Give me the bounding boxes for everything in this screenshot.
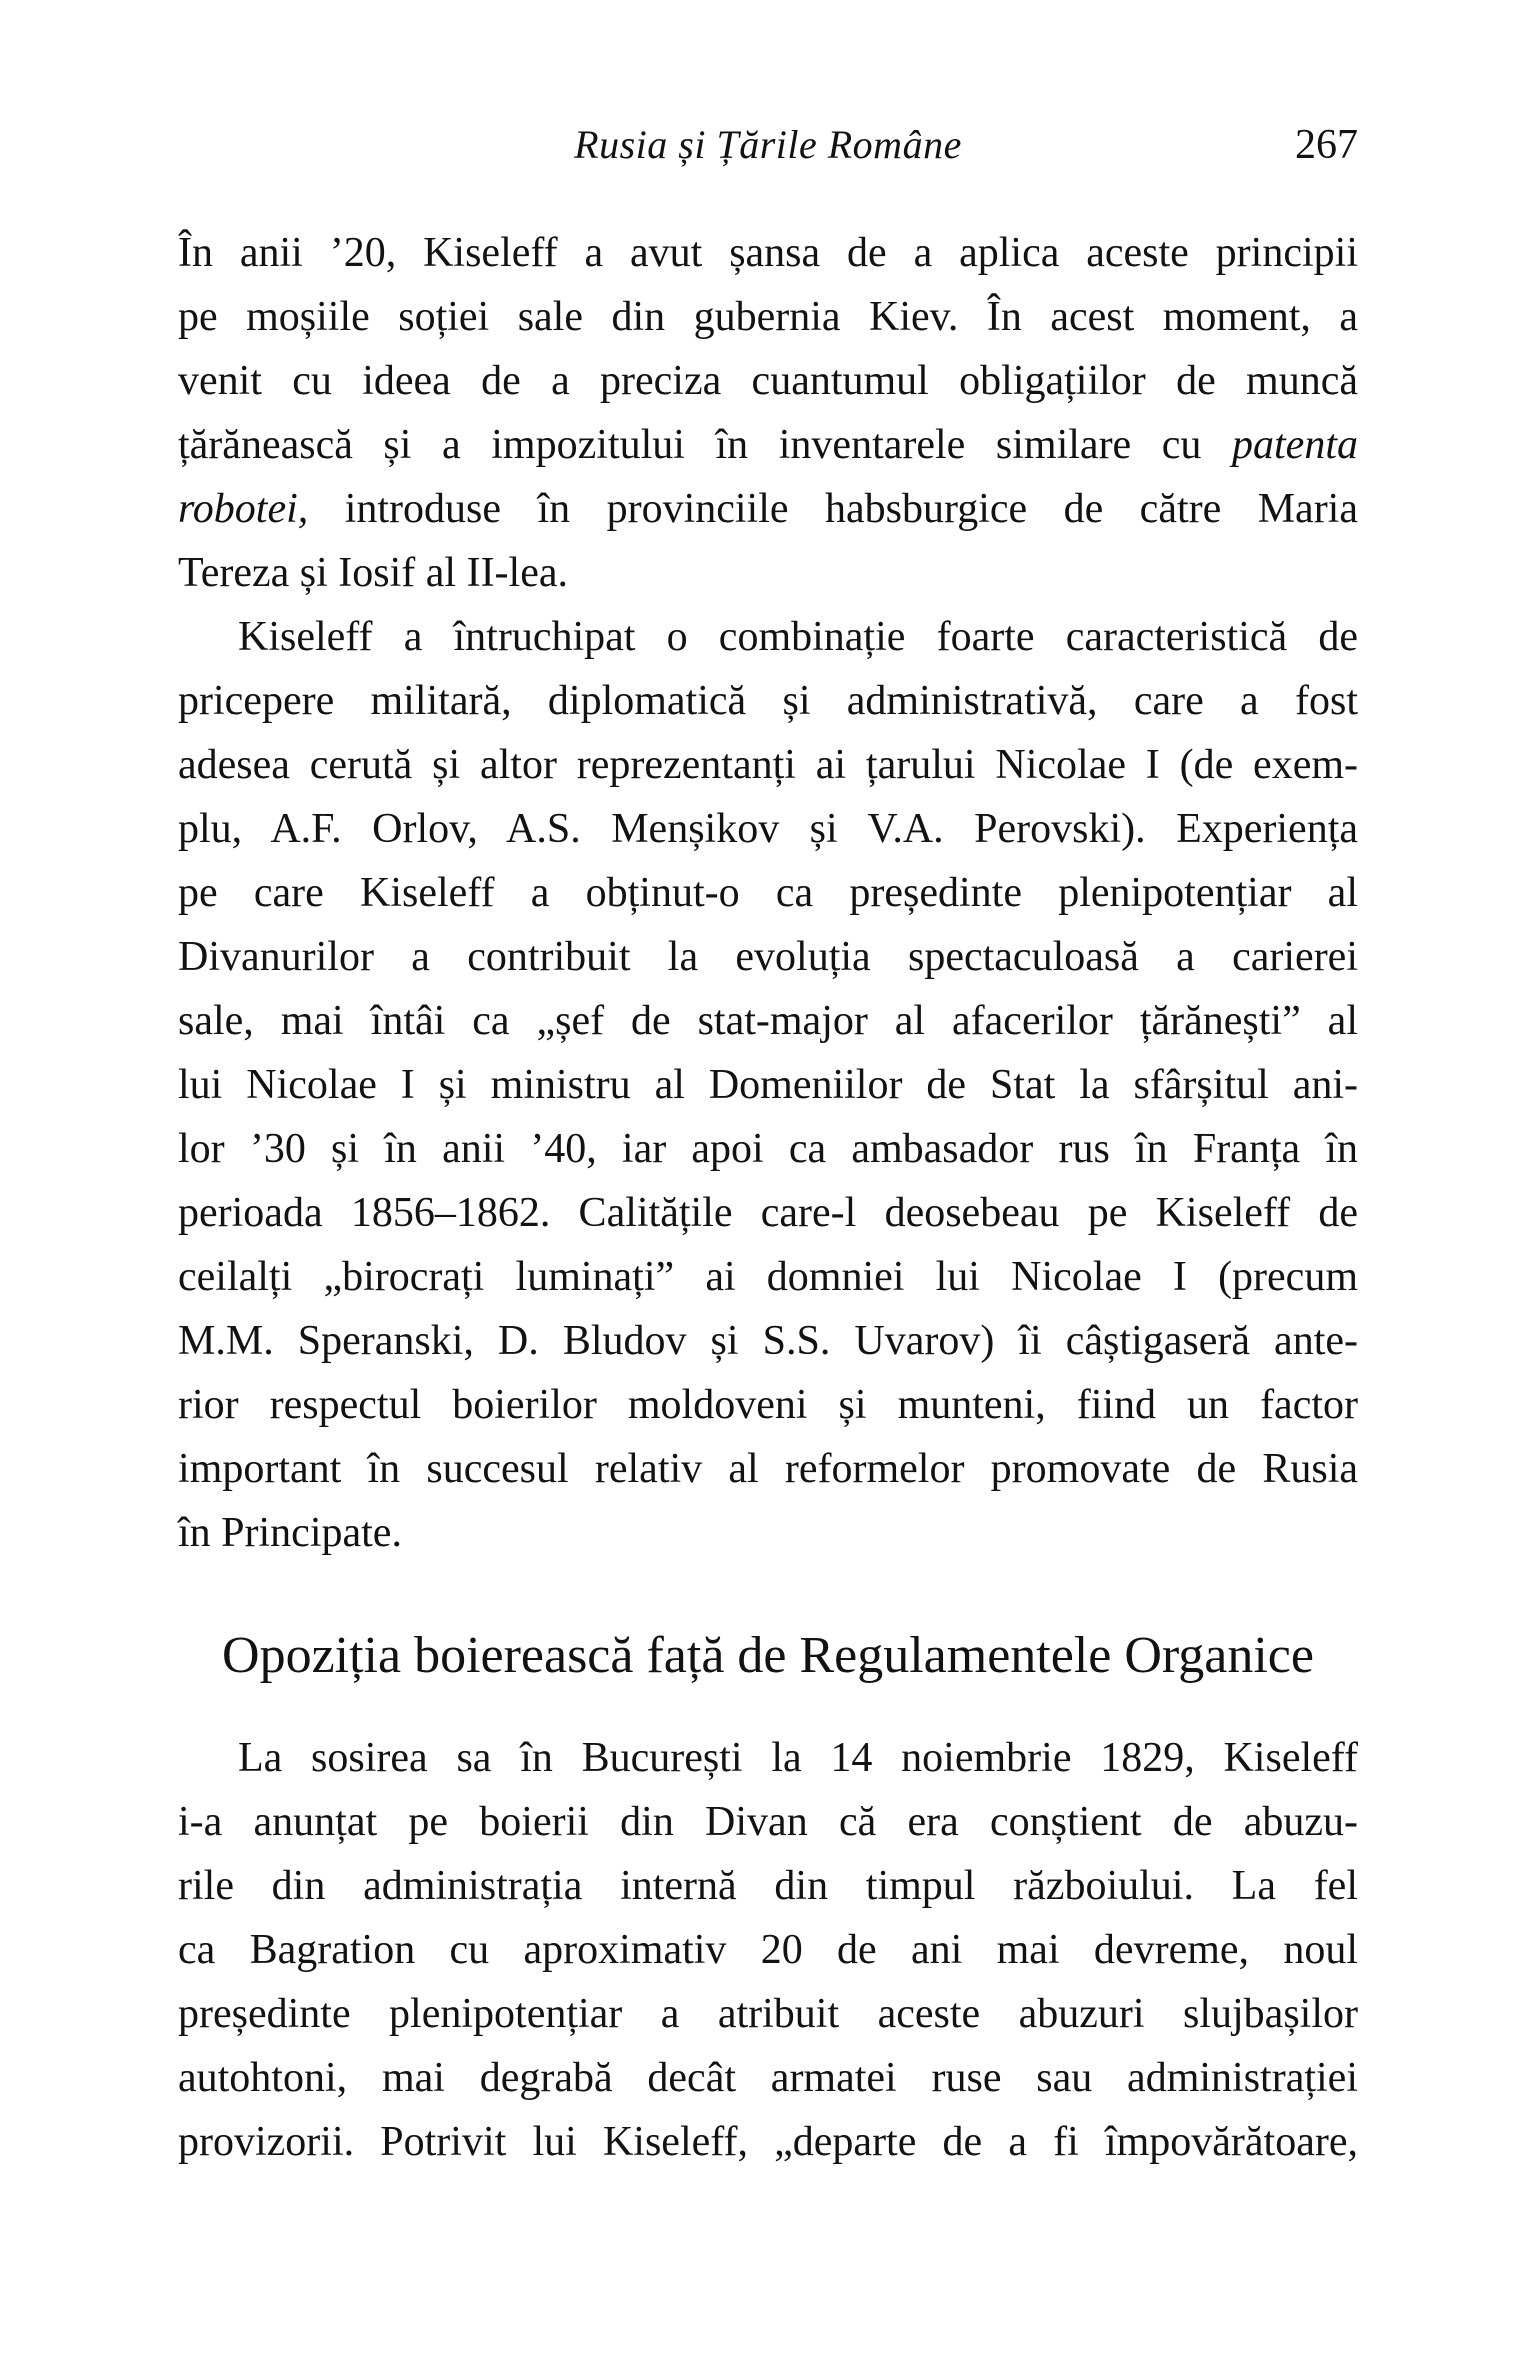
- text-segment: introduse în provinciile habsburgice de către Maria: [308, 486, 1358, 532]
- italic-term: patenta: [1232, 422, 1358, 468]
- page-number: 267: [1295, 122, 1358, 168]
- body-text: [178, 221, 1358, 2174]
- text-line: pricepere militară, diplomatică și administrativă, care a fost: [178, 678, 1358, 724]
- text-line: ca Bagration cu aproximativ 20 de ani mai devreme, noul: [178, 1927, 1358, 1973]
- text-line: M.M. Speranski, D. Bludov și S.S. Uvarov) îi câștigaseră ante-: [178, 1318, 1358, 1364]
- text-line: sale, mai întâi ca „șef de stat-major al afacerilor țărănești” al: [178, 998, 1358, 1044]
- italic-term: robotei,: [178, 486, 309, 532]
- text-line: pe moșiile soției sale din gubernia Kiev. În acest moment, a: [178, 294, 1358, 340]
- text-line: [178, 413, 1358, 477]
- text-line: ceilalți „birocrați luminați” ai domniei lui Nicolae I (precum: [178, 1254, 1358, 1300]
- text-line: Divanurilor a contribuit la evoluția spectaculoasă a carierei: [178, 934, 1358, 980]
- text-line: La sosirea sa în București la 14 noiembrie 1829, Kiseleff: [238, 1735, 1358, 1781]
- text-line: adesea cerută și altor reprezentanți ai țarului Nicolae I (de exem-: [178, 742, 1358, 788]
- text-line: pe care Kiseleff a obținut-o ca președinte plenipotențiar al: [178, 870, 1358, 916]
- text-line: În anii ’20, Kiseleff a avut șansa de a aplica aceste principii: [178, 230, 1358, 276]
- text-line: președinte plenipotențiar a atribuit aceste abuzuri slujbașilor: [178, 1991, 1358, 2037]
- text-line: [178, 477, 1358, 541]
- text-line: lor ’30 și în anii ’40, iar apoi ca ambasador rus în Franța în: [178, 1126, 1358, 1172]
- text-line: rile din administrația internă din timpul războiului. La fel: [178, 1863, 1358, 1909]
- section-heading: Opoziția boierească față de Regulamentele Organice: [222, 1627, 1314, 1684]
- running-head: [178, 123, 1358, 167]
- running-header-title: Rusia și Țările Române: [574, 122, 962, 167]
- text-line: plu, A.F. Orlov, A.S. Menșikov și V.A. Perovski). Experiența: [178, 806, 1358, 852]
- text-line: i-a anunțat pe boierii din Divan că era conștient de abuzu-: [178, 1799, 1358, 1845]
- text-line: perioada 1856–1862. Calitățile care-l deosebeau pe Kiseleff de: [178, 1190, 1358, 1236]
- text-line: în Principate.: [178, 1510, 402, 1556]
- text-line: important în succesul relativ al reformelor promovate de Rusia: [178, 1446, 1358, 1492]
- text-line: venit cu ideea de a preciza cuantumul obligațiilor de muncă: [178, 358, 1358, 404]
- text-line: Tereza și Iosif al II-lea.: [178, 550, 568, 596]
- text-line: autohtoni, mai degrabă decât armatei ruse sau administrației: [178, 2055, 1358, 2101]
- text-segment: țărănească și a impozitului în inventarele similare cu: [178, 422, 1233, 468]
- text-line: provizorii. Potrivit lui Kiseleff, „departe de a fi împovărătoare,: [178, 2119, 1358, 2165]
- text-line: rior respectul boierilor moldoveni și munteni, fiind un factor: [178, 1382, 1358, 1428]
- text-line: lui Nicolae I și ministru al Domeniilor de Stat la sfârșitul ani-: [178, 1062, 1358, 1108]
- text-line: Kiseleff a întruchipat o combinație foarte caracteristică de: [238, 614, 1358, 660]
